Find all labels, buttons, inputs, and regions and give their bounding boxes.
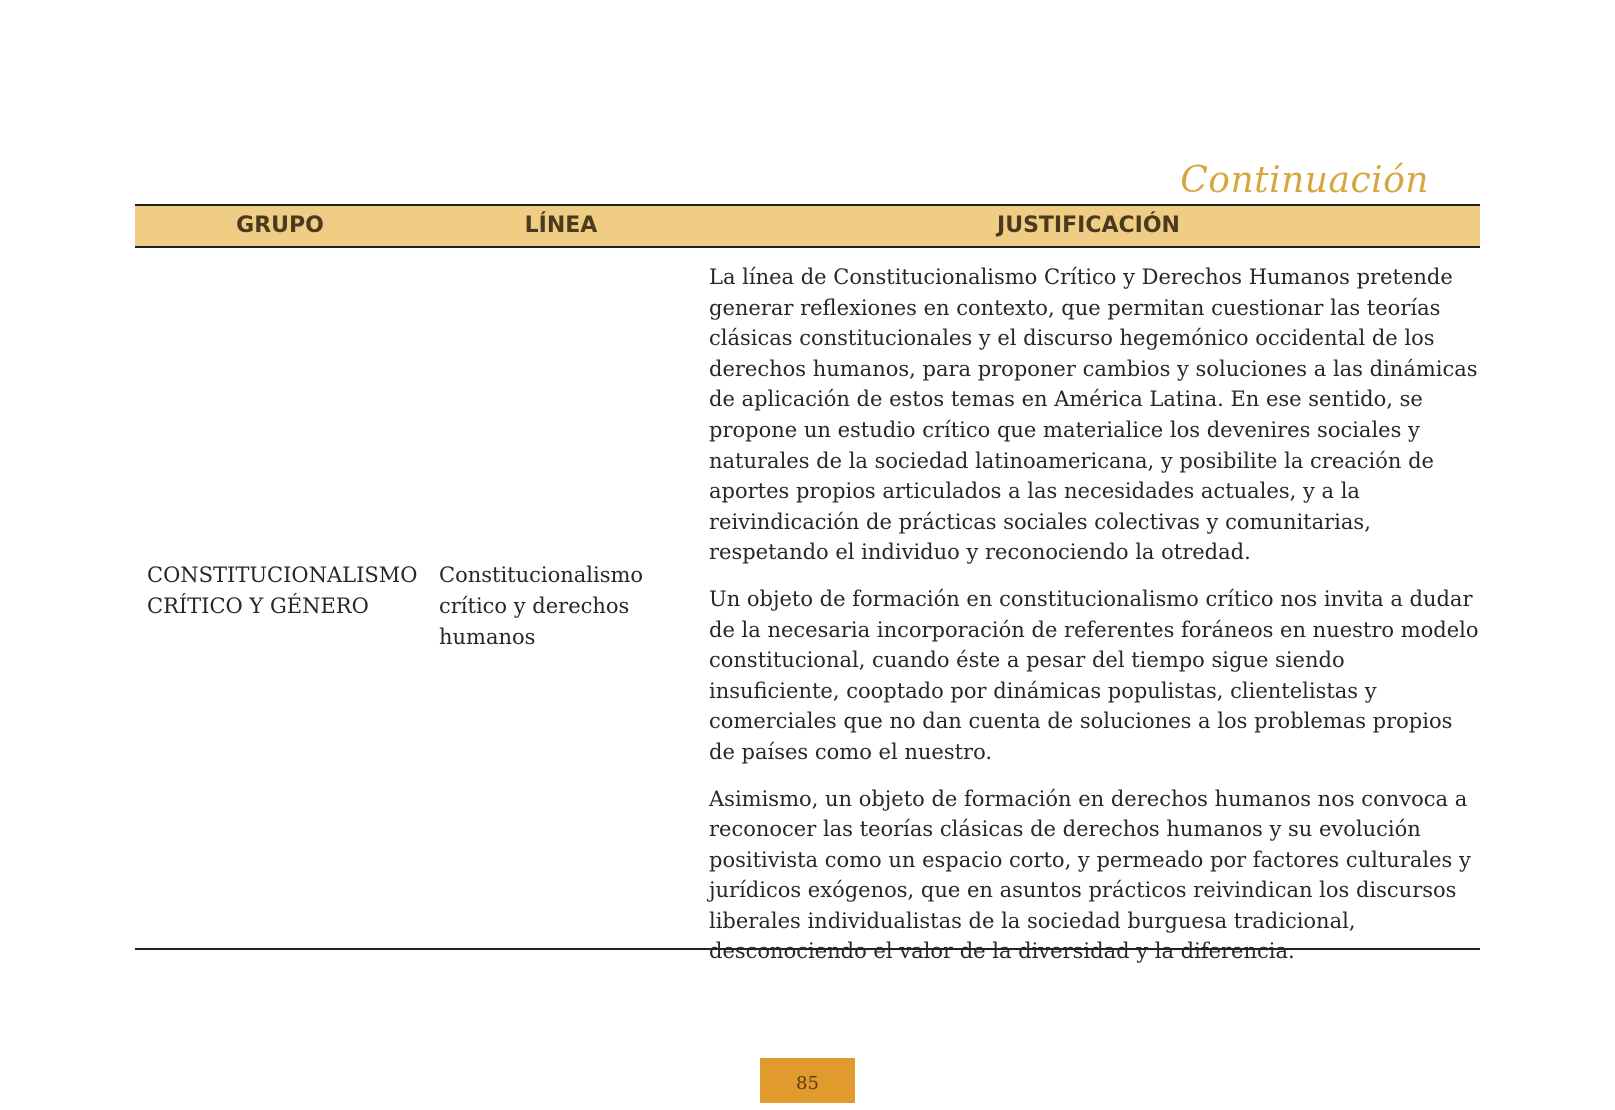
cell-grupo: CONSTITUCIONALISMO CRÍTICO Y GÉNERO	[147, 563, 418, 618]
column-header-justificacion: JUSTIFICACIÓN	[997, 213, 1180, 238]
column-header-linea: LÍNEA	[524, 213, 598, 238]
column-header-grupo: GRUPO	[236, 213, 324, 238]
continuation-label: Continuación	[1180, 160, 1429, 201]
justification-paragraph: Un objeto de formación en constitucionalismo crítico nos invita a dudar de la necesaria incorporación de referentes foráneos en nuestro modelo constitucional, cuando éste a pesar del tiempo sigue siendo insuficiente, cooptado por dinámicas populistas, clientelistas y comerciales que no dan cuenta de soluciones a los problemas propios de países como el nuestro.	[709, 586, 1479, 764]
table-header	[135, 204, 1480, 248]
cell-linea: Constitucionalismo crítico y derechos humanos	[439, 563, 644, 649]
page-number: 85	[760, 1058, 855, 1103]
cell-justificacion	[709, 262, 1479, 967]
table-row	[135, 248, 1480, 964]
justification-paragraph: Asimismo, un objeto de formación en derechos humanos nos convoca a reconocer las teorías clásicas de derechos humanos y su evolución positivista como un espacio corto, y permeado por factores culturales y jurídicos exógenos, que en asuntos prácticos reivindican los discursos liberales individualistas de la sociedad burguesa tradicional, desconociendo el valor de la diversidad y la diferencia.	[709, 786, 1471, 964]
justification-table	[135, 204, 1480, 964]
justification-paragraph: La línea de Constitucionalismo Crítico y Derechos Humanos pretende generar reflexiones en contexto, que permitan cuestionar las teorías clásicas constitucionales y el discurso hegemónico occidental de los derechos humanos, para proponer cambios y soluciones a las dinámicas de aplicación de estos temas en América Latina. En ese sentido, se propone un estudio crítico que materialice los devenires sociales y naturales de la sociedad latinoamericana, y posibilite la creación de aportes propios articulados a las necesidades actuales, y a la reivindicación de prácticas sociales colectivas y comunitarias, respetando el individuo y reconociendo la otredad.	[709, 265, 1478, 565]
